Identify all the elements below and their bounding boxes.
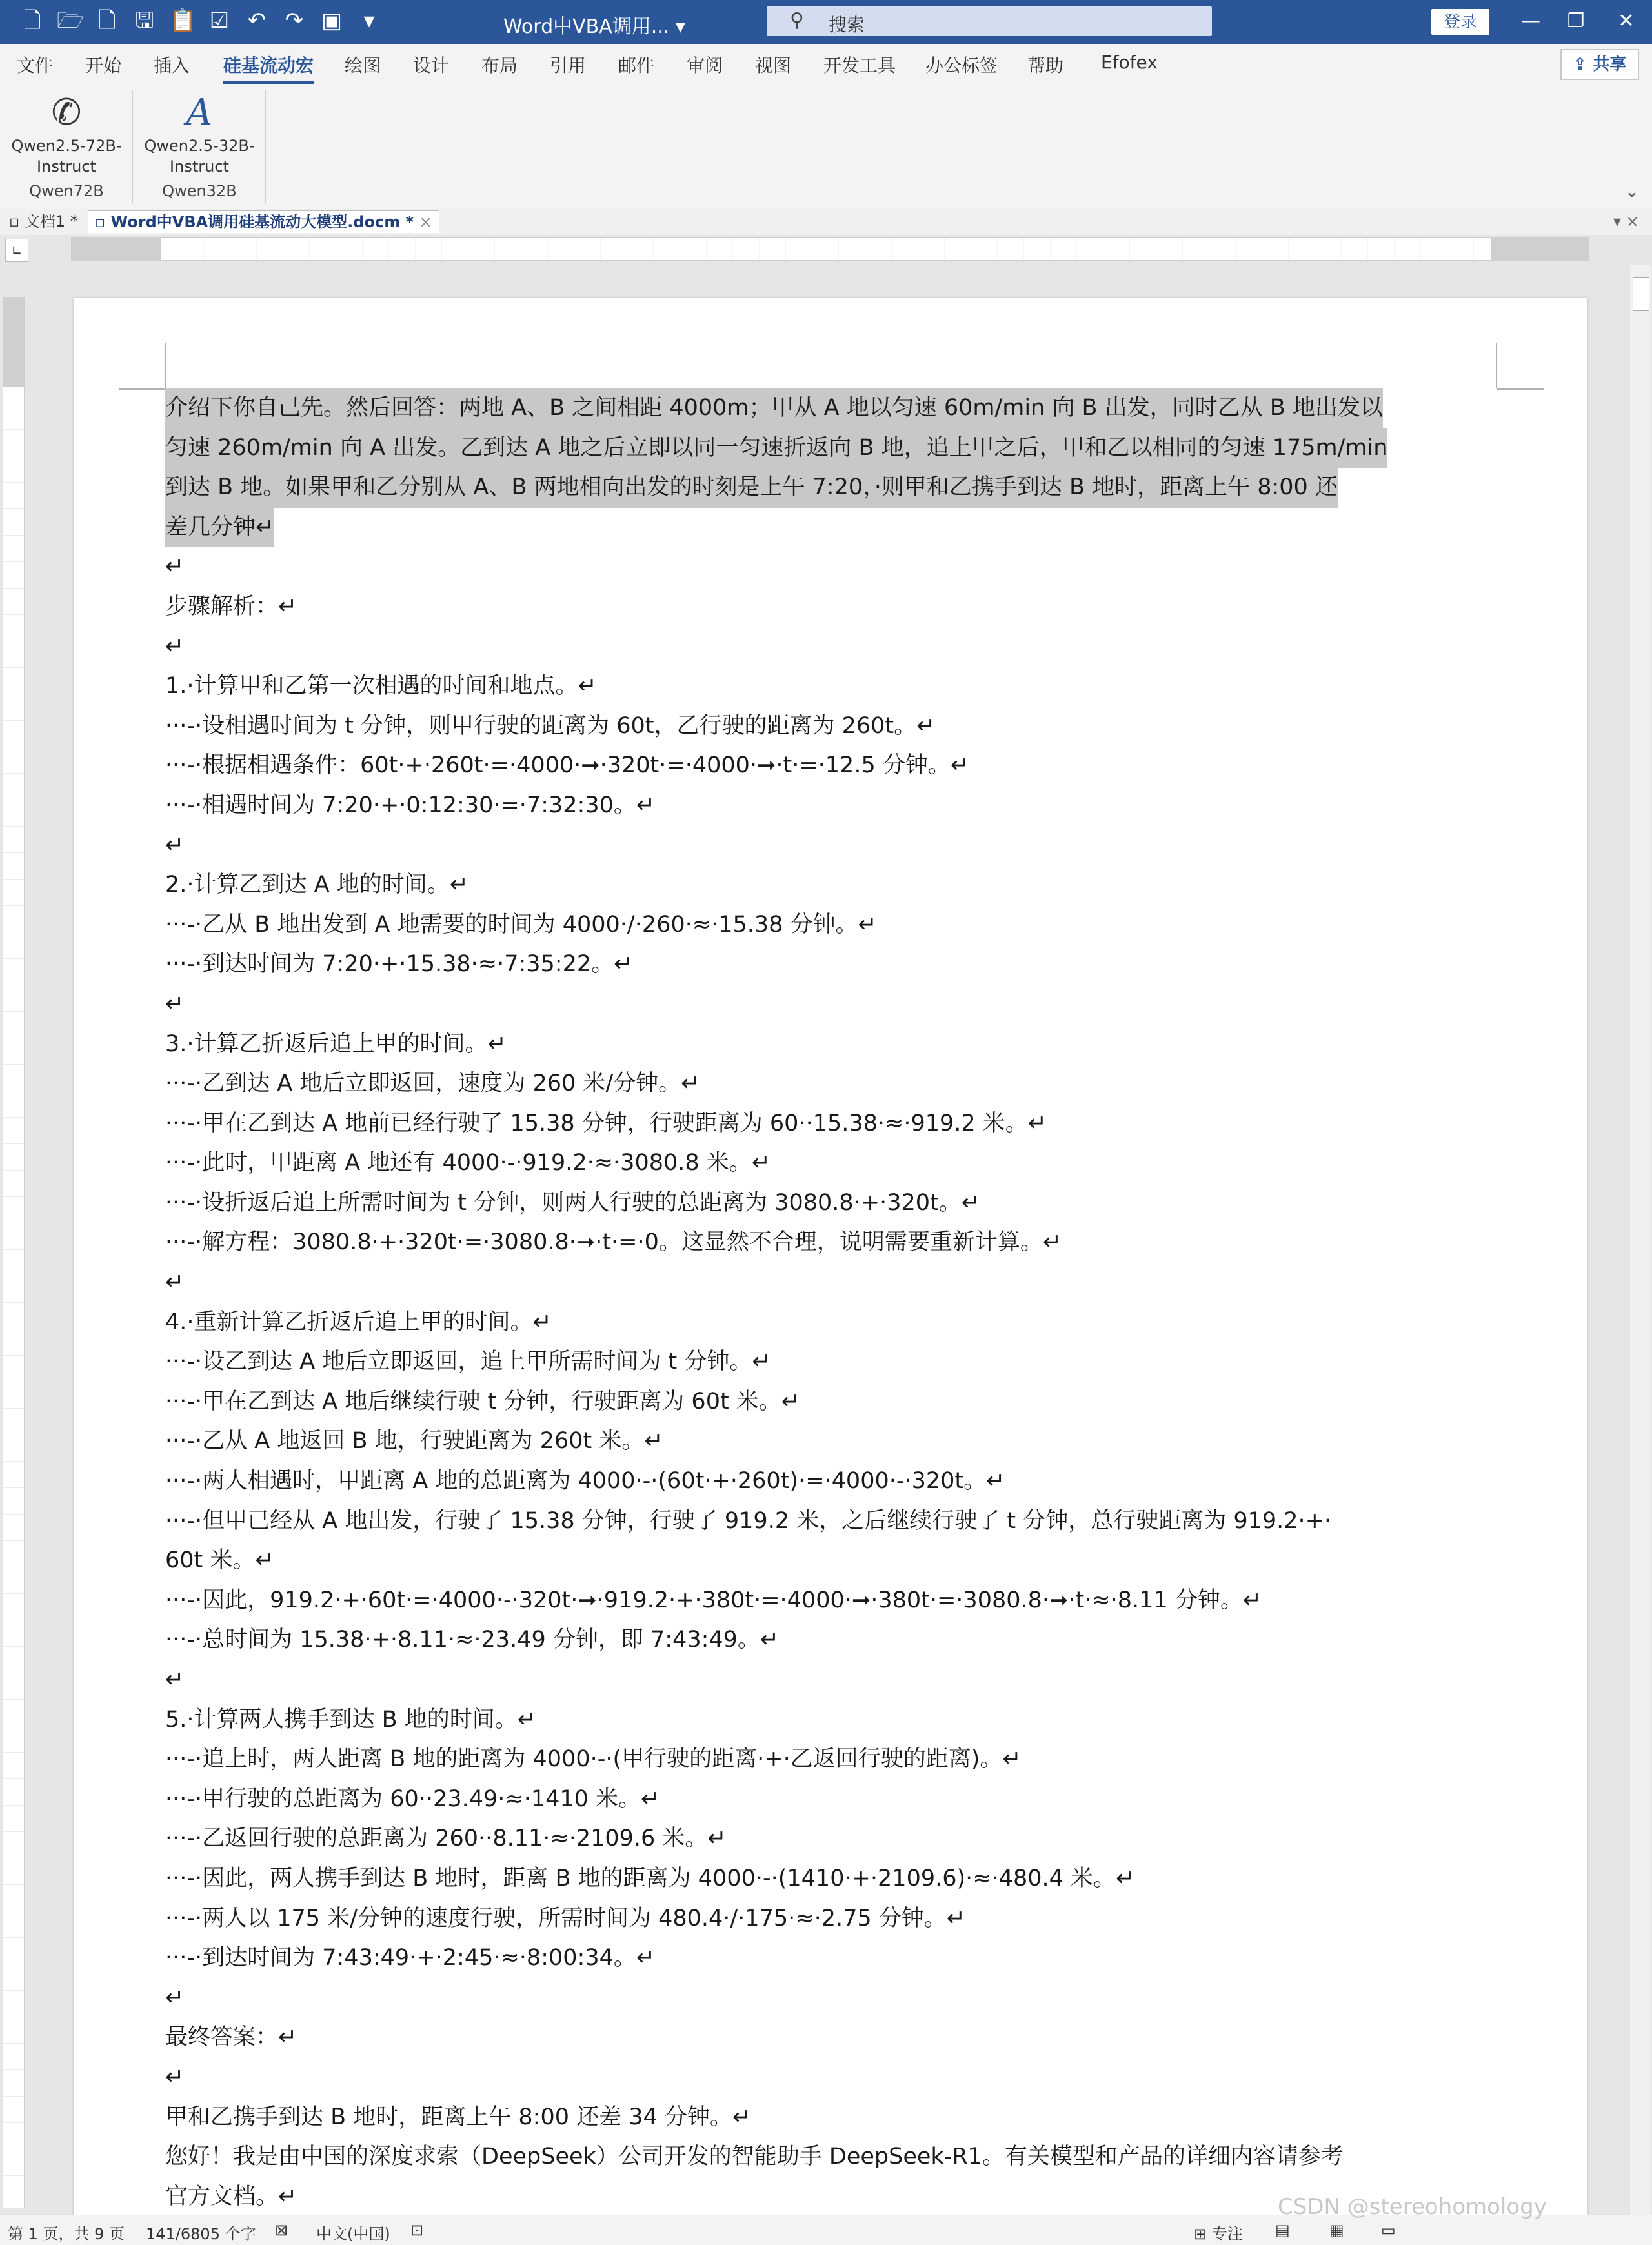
paragraph-line[interactable]: ···-·甲行驶的总距离为 60··23.49·≈·1410 米。↵ bbox=[165, 1786, 660, 1812]
customize-qat-icon[interactable]: ▾ bbox=[363, 8, 375, 34]
group-qwen72b: Qwen72B bbox=[29, 182, 104, 200]
paragraph-line[interactable]: ↵ bbox=[165, 1667, 185, 1693]
paragraph-line[interactable]: ↵ bbox=[165, 633, 185, 659]
tab-home[interactable]: 开始 bbox=[85, 55, 122, 76]
close-icon[interactable]: ✕ bbox=[1618, 10, 1635, 32]
paragraph-line[interactable]: 甲和乙携手到达 B 地时，距离上午 8:00 还差 34 分钟。↵ bbox=[165, 2104, 752, 2130]
tab-efofex[interactable]: Efofex bbox=[1101, 52, 1158, 73]
paragraph-line[interactable]: 3.·计算乙折返后追上甲的时间。↵ bbox=[165, 1031, 507, 1057]
ribbon-body bbox=[0, 85, 1652, 210]
accessibility-icon[interactable]: ⊡ bbox=[410, 2221, 424, 2239]
page-count[interactable]: 第 1 页，共 9 页 bbox=[8, 2225, 125, 2243]
paragraph-line[interactable]: ···-·设乙到达 A 地后立即返回，追上甲所需时间为 t 分钟。↵ bbox=[165, 1349, 771, 1375]
paragraph-line[interactable]: ···-·乙到达 A 地后立即返回，速度为 260 米/分钟。↵ bbox=[165, 1071, 700, 1097]
horizontal-ruler[interactable] bbox=[0, 235, 1652, 265]
paragraph-line[interactable]: ↵ bbox=[165, 554, 185, 580]
paragraph-line[interactable]: ↵ bbox=[165, 991, 185, 1017]
paragraph-line[interactable]: ···-·此时，甲距离 A 地还有 4000·-·919.2·≈·3080.8 米。↵ bbox=[165, 1150, 771, 1176]
login-button[interactable]: 登录 bbox=[1431, 9, 1489, 35]
search-box[interactable] bbox=[767, 6, 1212, 36]
share-icon: ⇪ bbox=[1573, 55, 1587, 74]
paragraph-line[interactable]: 步骤解析：↵ bbox=[165, 593, 297, 619]
document-body[interactable] bbox=[165, 388, 1572, 2217]
ruler-margin-left[interactable] bbox=[71, 237, 161, 261]
qwen72b-label-2: Instruct bbox=[37, 157, 96, 176]
tab-file[interactable]: 文件 bbox=[17, 55, 54, 76]
tab-insert[interactable]: 插入 bbox=[154, 55, 190, 76]
new-doc-icon[interactable]: 🗋 bbox=[23, 8, 41, 34]
doc-tab-1-label: 文档1 * bbox=[24, 212, 78, 230]
paragraph-line[interactable]: ↵ bbox=[165, 1984, 185, 2011]
paragraph-line[interactable]: 最终答案：↵ bbox=[165, 2024, 297, 2051]
web-layout-icon[interactable]: ▭ bbox=[1381, 2221, 1396, 2239]
paragraph-line[interactable]: ↵ bbox=[165, 832, 185, 858]
restore-icon[interactable]: ❐ bbox=[1567, 10, 1585, 32]
proofing-icon[interactable]: ⊠ bbox=[275, 2221, 288, 2239]
search-placeholder: 搜索 bbox=[829, 14, 865, 35]
new-blank-icon[interactable]: 🗋 bbox=[98, 8, 116, 34]
chevron-down-icon[interactable]: ⌄ bbox=[1625, 182, 1639, 201]
tab-layout[interactable]: 布局 bbox=[481, 55, 518, 76]
tab-developer[interactable]: 开发工具 bbox=[823, 55, 896, 76]
script-a-icon: A bbox=[186, 92, 213, 134]
ruler-margin-right[interactable] bbox=[1491, 237, 1589, 261]
paste-icon[interactable]: 📋 bbox=[169, 8, 197, 34]
tab-office-tab[interactable]: 办公标签 bbox=[925, 55, 998, 76]
qwen72b-label-1: Qwen2.5-72B- bbox=[11, 137, 122, 155]
tab-references[interactable]: 引用 bbox=[550, 55, 587, 76]
redo-icon[interactable]: ↷ bbox=[285, 8, 304, 34]
tab-view[interactable]: 视图 bbox=[755, 55, 792, 76]
save-icon[interactable]: 🖫 bbox=[135, 8, 154, 34]
paragraph-line[interactable]: ···-·总时间为 15.38·+·8.11·≈·23.49 分钟，即 7:43:49。↵ bbox=[165, 1627, 780, 1653]
paragraph-line[interactable]: ↵ bbox=[165, 1269, 185, 1296]
group-separator bbox=[265, 90, 266, 204]
doc-tab-2-label: Word中VBA调用硅基流动大模型.docm * bbox=[110, 213, 414, 231]
vertical-scrollbar[interactable] bbox=[1630, 265, 1651, 2215]
read-mode-icon[interactable]: ▤ bbox=[1275, 2221, 1290, 2239]
tab-siliconflow-macro[interactable]: 硅基流动宏 bbox=[223, 52, 314, 77]
selected-line[interactable]: 到达 B 地。如果甲和乙分别从 A、B 两地相向出发的时刻是上午 7:20，·则甲和乙携手到达 B 地时，距离上午 8:00 还 bbox=[165, 468, 1338, 508]
minimize-icon[interactable]: — bbox=[1521, 10, 1540, 32]
paragraph-line[interactable]: ···-·追上时，两人距离 B 地的距离为 4000·-·(甲行驶的距离·+·乙返回行驶的距离)。↵ bbox=[165, 1746, 1022, 1773]
paragraph-line[interactable]: 官方文档。↵ bbox=[165, 2183, 297, 2210]
word-count[interactable]: 141/6805 个字 bbox=[146, 2225, 256, 2243]
tab-mailings[interactable]: 邮件 bbox=[618, 55, 655, 76]
paragraph-line[interactable]: ···-·设相遇时间为 t 分钟，则甲行驶的距离为 60t，乙行驶的距离为 260t。↵ bbox=[165, 712, 936, 739]
macro-icon[interactable]: ▣ bbox=[321, 8, 343, 34]
open-folder-icon[interactable]: 🗁 bbox=[57, 8, 85, 34]
focus-label: 专注 bbox=[1211, 2225, 1243, 2243]
qwen32b-button[interactable] bbox=[138, 90, 261, 177]
tab-draw[interactable]: 绘图 bbox=[345, 55, 381, 76]
document-page[interactable] bbox=[74, 298, 1587, 2221]
paragraph-line[interactable]: ···-·两人相遇时，甲距离 A 地的总距离为 4000·-·(60t·+·260t)·=·4000·-·320t。↵ bbox=[165, 1468, 1005, 1495]
tab-list-icon[interactable]: ▾ × bbox=[1613, 212, 1639, 230]
document-tabs bbox=[0, 209, 1652, 236]
share-label: 共享 bbox=[1593, 55, 1627, 74]
tab-design[interactable]: 设计 bbox=[413, 55, 450, 76]
qwen32b-label-2: Instruct bbox=[170, 157, 229, 176]
scroll-thumb[interactable] bbox=[1633, 277, 1649, 311]
paragraph-line[interactable]: 2.·计算乙到达 A 地的时间。↵ bbox=[165, 872, 469, 898]
paragraph-line[interactable]: ···-·但甲已经从 A 地出发，行驶了 15.38 分钟，行驶了 919.2 米，之后继续行驶了 t 分钟，总行驶距离为 919.2·+· bbox=[165, 1507, 1332, 1534]
language-indicator[interactable]: 中文(中国) bbox=[316, 2225, 390, 2243]
paragraph-line[interactable]: 您好！我是由中国的深度求索（DeepSeek）公司开发的智能助手 DeepSeek-R1。有关模型和产品的详细内容请参考 bbox=[165, 2144, 1344, 2170]
qwen72b-button[interactable] bbox=[5, 90, 128, 177]
selected-line[interactable]: 介绍下你自己先。然后回答：两地 A、B 之间相距 4000m；甲从 A 地以匀速 60m/min 向 B 出发，同时乙从 B 地出发以 bbox=[165, 388, 1383, 428]
selected-line[interactable]: 差几分钟↵ bbox=[165, 508, 274, 548]
ruler-scale bbox=[71, 237, 1589, 261]
vertical-ruler[interactable] bbox=[3, 297, 25, 2208]
paragraph-line[interactable]: ···-·乙从 B 地出发到 A 地需要的时间为 4000·/·260·≈·15.38 分钟。↵ bbox=[165, 911, 877, 938]
tab-help[interactable]: 帮助 bbox=[1027, 55, 1064, 76]
tab-review[interactable]: 审阅 bbox=[687, 55, 723, 76]
title-bar bbox=[0, 0, 1652, 44]
ribbon-tabs bbox=[0, 44, 1652, 85]
group-qwen32b: Qwen32B bbox=[162, 182, 237, 200]
paragraph-line[interactable]: ···-·解方程：3080.8·+·320t·=·3080.8·➞·t·=·0。这显然不合理，说明需要重新计算。↵ bbox=[165, 1229, 1062, 1256]
paragraph-line[interactable]: ···-·设折返后追上所需时间为 t 分钟，则两人行驶的总距离为 3080.8·+·320t。↵ bbox=[165, 1189, 981, 1216]
paragraph-line[interactable]: ↵ bbox=[165, 2064, 185, 2090]
crop-mark bbox=[119, 388, 165, 390]
paragraph-line[interactable]: 1.·计算甲和乙第一次相遇的时间和地点。↵ bbox=[165, 673, 597, 700]
search-icon: ⚲ bbox=[790, 9, 804, 32]
watermark-text: CSDN @stereohomology bbox=[1278, 2194, 1547, 2220]
selected-line[interactable]: 匀速 260m/min 向 A 出发。乙到达 A 地之后立即以同一匀速折返向 B 地，追上甲之后，甲和乙以相同的匀速 175m/min bbox=[165, 428, 1387, 468]
paragraph-line[interactable]: ···-·甲在乙到达 A 地后继续行驶 t 分钟，行驶距离为 60t 米。↵ bbox=[165, 1388, 801, 1414]
doc-tab-1[interactable]: ▫ 文档1 * bbox=[9, 212, 78, 230]
qwen32b-label-1: Qwen2.5-32B- bbox=[144, 137, 255, 155]
paragraph-line[interactable]: ···-·甲在乙到达 A 地前已经行驶了 15.38 分钟，行驶距离为 60··15.38·≈·919.2 米。↵ bbox=[165, 1110, 1047, 1136]
group-separator bbox=[132, 90, 133, 204]
undo-icon[interactable]: ↶ bbox=[247, 8, 267, 34]
focus-mode-button[interactable]: ⊞ 专注 bbox=[1194, 2225, 1243, 2243]
paragraph-line[interactable]: ···-·因此，919.2·+·60t·=·4000·-·320t·➞·919.2·+·380t·=·4000·➞·380t·=·3080.8·➞·t·≈·8.11 分钟。↵ bbox=[165, 1587, 1262, 1613]
paragraph-line[interactable]: 5.·计算两人携手到达 B 地的时间。↵ bbox=[165, 1706, 537, 1733]
paragraph-line[interactable]: 4.·重新计算乙折返后追上甲的时间。↵ bbox=[165, 1309, 552, 1335]
paragraph-line[interactable]: ···-·因此，两人携手到达 B 地时，距离 B 地的距离为 4000·-·(1410·+·2109.6)·≈·480.4 米。↵ bbox=[165, 1865, 1135, 1891]
checklist-icon[interactable]: ☑ bbox=[209, 8, 230, 34]
share-button[interactable] bbox=[1560, 49, 1639, 80]
paragraph-line[interactable]: ···-·两人以 175 米/分钟的速度行驶，所需时间为 480.4·/·175·≈·2.75 分钟。↵ bbox=[165, 1905, 966, 1931]
paragraph-line[interactable]: ···-·根据相遇条件：60t·+·260t·=·4000·➞·320t·=·4000·➞·t·=·12.5 分钟。↵ bbox=[165, 752, 970, 779]
paragraph-line[interactable]: ···-·乙从 A 地返回 B 地，行驶距离为 260t 米。↵ bbox=[165, 1428, 663, 1455]
phone-icon: ✆ bbox=[51, 92, 82, 134]
paragraph-line[interactable]: ···-·乙返回行驶的总距离为 260··8.11·≈·2109.6 米。↵ bbox=[165, 1826, 727, 1852]
paragraph-line[interactable]: ···-·到达时间为 7:20·+·15.38·≈·7:35:22。↵ bbox=[165, 951, 633, 978]
quick-access-toolbar bbox=[19, 8, 382, 34]
window-title[interactable]: Word中VBA调用... ▾ bbox=[503, 15, 685, 38]
paragraph-line[interactable]: ···-·到达时间为 7:43:49·+·2:45·≈·8:00:34。↵ bbox=[165, 1945, 656, 1971]
paragraph-line[interactable]: 60t 米。↵ bbox=[165, 1547, 274, 1574]
close-tab-icon[interactable]: × bbox=[419, 213, 432, 231]
paragraph-line[interactable]: ···-·相遇时间为 7:20·+·0:12:30·=·7:32:30。↵ bbox=[165, 792, 656, 818]
window-title-text: Word中VBA调用... bbox=[503, 15, 670, 38]
doc-tab-2[interactable]: ▫ Word中VBA调用硅基流动大模型.docm * × bbox=[88, 210, 439, 233]
crop-mark bbox=[165, 343, 166, 388]
vertical-ruler-margin[interactable] bbox=[3, 297, 25, 387]
crop-mark bbox=[1496, 343, 1497, 388]
tab-stop-selector-icon[interactable]: ∟ bbox=[5, 239, 28, 262]
print-layout-icon[interactable]: ▦ bbox=[1329, 2221, 1344, 2239]
